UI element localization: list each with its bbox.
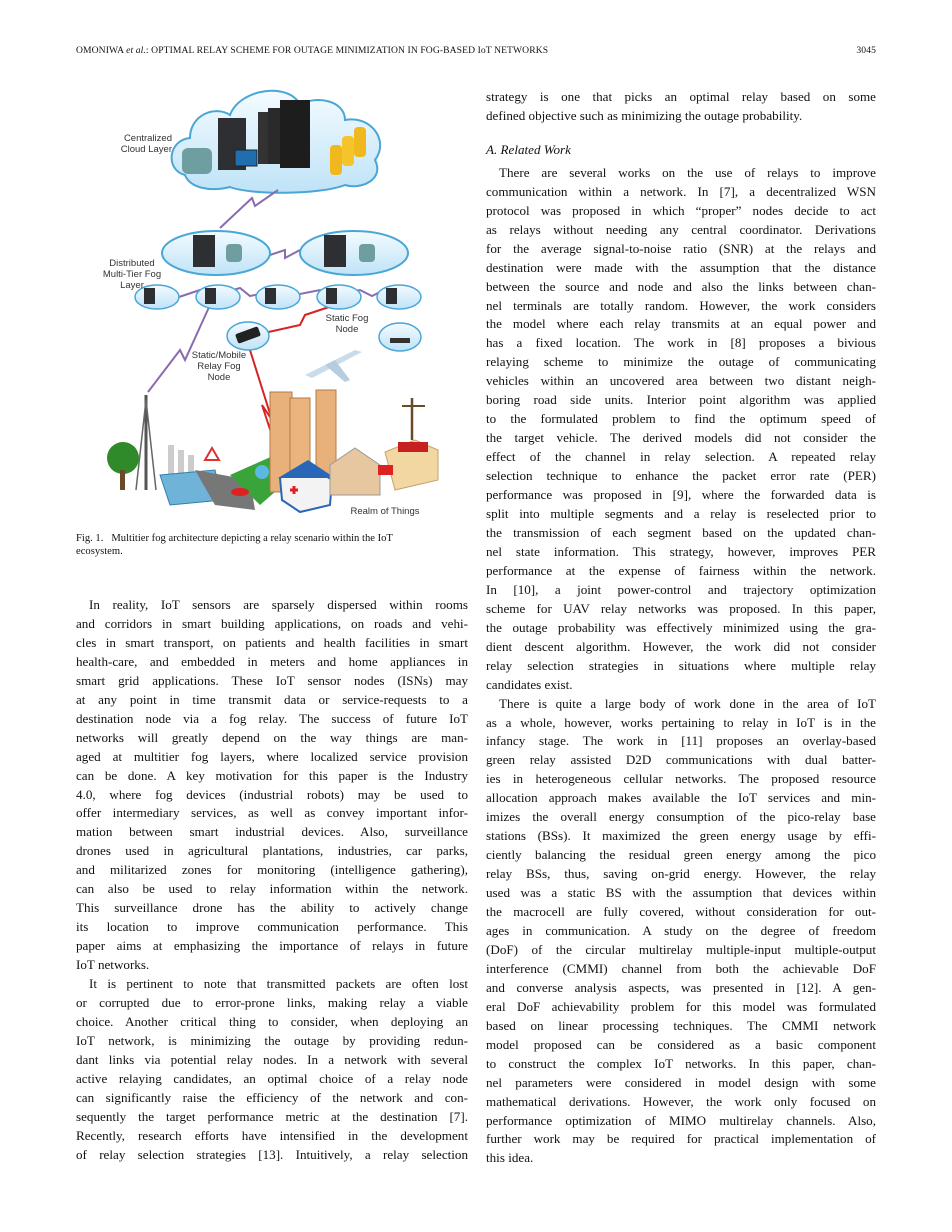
text-line: This surveillance drone has the ability to actively change: [76, 900, 468, 916]
text-line: drones used in agricultural plantations, industries, car parks,: [76, 843, 468, 859]
wireless-link-icon: [148, 305, 210, 392]
text-line: mation between smart industrial devices. Also, surveillance: [76, 824, 468, 840]
text-line: split into multiple segments and a relay is reselected prior to: [486, 506, 876, 522]
text-line: dient descent algorithm. However, the work did not consider: [486, 638, 876, 654]
text-line: as relays without needing any central coordinator. Derivations: [486, 221, 876, 237]
text-line: or corrupted due to error-prone links, making relay a viable: [76, 995, 468, 1011]
label-cloud-1: Centralized: [123, 133, 172, 144]
label-static-1: Static Fog: [325, 313, 369, 324]
text-line: destination node via a fog relay. The success of future IoT: [76, 710, 468, 726]
text-line: its location to improve communication performance. This: [76, 919, 468, 935]
text-line: of relay selection strategies [13]. Intuitively, a relay selection: [76, 1146, 468, 1162]
header-title: : OPTIMAL RELAY SCHEME FOR OUTAGE MINIMIZATION IN FOG-BASED IoT NETWORKS: [145, 45, 549, 56]
text-line: relay BSs, thus, saving on-grid energy. However, the relay: [486, 866, 876, 882]
text-line: and militarized zones for monitoring (intelligence gathering),: [76, 862, 468, 878]
text-line: offer intermediary services, as well as convey important infor-: [76, 805, 468, 821]
running-header: [76, 45, 876, 56]
paragraph: [486, 164, 876, 695]
text-line: performance at the expense of fairness within the network.: [486, 562, 876, 578]
text-line: There are several works on the use of relays to improve: [499, 164, 876, 180]
text-line: aged at multitier fog layers, where localized service provision: [76, 748, 468, 764]
drone-plane-icon: [305, 350, 362, 382]
text-line: boring road side units. Interior point algorithm was applied: [486, 392, 876, 408]
text-line: communication within a network. In [7], a decentralized WSN: [486, 183, 876, 199]
text-line: scheme for UAV relay networks was proposed. In this paper,: [486, 600, 876, 616]
text-line: nel parameters were considered in model design with some: [486, 1074, 876, 1090]
text-line: stations (BSs). It maximized the green energy usage by effi-: [486, 828, 876, 844]
text-line: There is quite a large body of work done in the area of IoT: [499, 695, 876, 711]
text-line: can significantly raise the efficiency of the network and con-: [76, 1089, 468, 1105]
text-line: performance optimization of MIMO multirelay channels. Also,: [486, 1112, 876, 1128]
caption-text: Multitier fog architecture depicting a relay scenario within the IoT: [111, 533, 393, 544]
text-line: performance was proposed in [9], where the forwarded data is: [486, 487, 876, 503]
text-line: Recently, research efforts have intensified in the development: [76, 1127, 468, 1143]
text-line: can be done. A key motivation for this paper is the Industry: [76, 767, 468, 783]
text-line: this idea.: [486, 1150, 534, 1166]
text-line: It is pertinent to note that transmitted packets are often lost: [89, 976, 468, 992]
text-line: effect of the channel in relay selection. A repeated relay: [486, 449, 876, 465]
text-line: between the source and node and also the links between chan-: [486, 278, 876, 294]
text-line: model proposed can be considered as a basic component: [486, 1036, 876, 1052]
left-column: [76, 596, 468, 1165]
text-line: (DoF) of the circular multirelay multiple-input multiple-output: [486, 941, 876, 957]
label-cloud-2: Cloud Layer: [120, 144, 172, 155]
right-column: [486, 88, 876, 1168]
text-line: to construct the complex IoT networks. In this paper, chan-: [486, 1055, 876, 1071]
text-line: destination were made with the assumption that the distance: [486, 259, 876, 275]
text-line: vehicles within an uncovered area between two distant neigh-: [486, 373, 876, 389]
text-line: can also be used to relay information within the network.: [76, 881, 468, 897]
text-line: candidates exist.: [486, 676, 573, 692]
figure-1: [96, 78, 446, 526]
text-line: relay selection strategies in situations where multiple relay: [486, 657, 876, 673]
iot-city-illustration: [107, 390, 438, 512]
text-line: green relay assisted D2D communications with dual batter-: [486, 752, 876, 768]
label-realm: Realm of Things: [350, 506, 420, 517]
text-line: ciently balancing the residual green energy among the pico: [486, 847, 876, 863]
label-relay-3: Node: [207, 372, 231, 383]
caption-number: Fig. 1.: [76, 533, 104, 544]
text-line: nel state information. This strategy, however, improves PER: [486, 543, 876, 559]
text-line: defined objective such as minimizing the outage probability.: [486, 107, 803, 123]
text-line: sequently the target performance metric at the destination [7].: [76, 1108, 468, 1124]
text-line: selection technique to enhance the packet error rate (PER): [486, 468, 876, 484]
text-line: IoT network, is minimizing the outage by providing redun-: [76, 1032, 468, 1048]
text-line: relaying scheme to minimize the outage of communicating: [486, 354, 876, 370]
label-relay-1: Static/Mobile: [191, 350, 247, 361]
text-line: has a fixed location. The work in [8] proposes a bivious: [486, 335, 876, 351]
text-line: strategy is one that picks an optimal relay based on some: [486, 89, 876, 104]
text-line: eral DoF achievability problem for this model was formulated: [486, 998, 876, 1014]
paragraph: [486, 88, 876, 126]
page-number: 3045: [856, 45, 876, 56]
text-line: and converse analysis aspects, was presented in [12]. A gen-: [486, 979, 876, 995]
text-line: infancy stage. The work in [11] proposes an overlay-based: [486, 733, 876, 749]
text-line: to the formulated problem to find the optimum speed of: [486, 411, 876, 427]
text-line: networks will greatly depend on the way things are man-: [76, 729, 468, 745]
text-line: the macrocell are fully covered, without consideration for out-: [486, 904, 876, 920]
header-author: OMONIWA: [76, 45, 124, 56]
text-line: In reality, IoT sensors are sparsely dispersed within rooms: [89, 597, 468, 612]
text-line: 4.0, where fog devices (industrial robots) may be used to: [76, 786, 468, 802]
label-static-2: Node: [335, 324, 359, 335]
text-line: based on linear processing techniques. The CMMI network: [486, 1017, 876, 1033]
text-line: paper aims at emphasizing the importance of relays in future: [76, 938, 468, 954]
text-line: the transmission of each segment based on the updated chan-: [486, 524, 876, 540]
text-line: ages in communication. A study on the degree of freedom: [486, 922, 876, 938]
text-line: active relaying candidates, an optimal choice of a relay node: [76, 1070, 468, 1086]
text-line: smart grid applications. These IoT sensor nodes (ISNs) may: [76, 672, 468, 688]
paragraph: [76, 596, 468, 975]
text-line: interference (CMMI) channel from both the achievable DoF: [486, 960, 876, 976]
text-line: ies in heterogeneous cellular networks. The proposed resource: [486, 771, 876, 787]
text-line: the model where each relay transmits at an equal power and: [486, 316, 876, 332]
text-line: and corridors in smart building applications, on roads and vehi-: [76, 615, 468, 631]
fog-architecture-illustration: [96, 78, 446, 526]
text-line: protocol was proposed in which “proper” nodes decide to act: [486, 202, 876, 218]
text-line: the outage probability was effectively minimized using the gra-: [486, 619, 876, 635]
figure-caption: [76, 532, 468, 558]
label-fog-1: Distributed: [109, 258, 155, 269]
text-line: mathematical derivations. However, the work only focused on: [486, 1093, 876, 1109]
text-line: used was a static BS with the assumption that devices within: [486, 885, 876, 901]
text-line: at any point in time transmit data or service-requests to a: [76, 691, 468, 707]
wireless-link-icon: [220, 190, 278, 228]
text-line: health-care, and embedded in meters and home appliances in: [76, 653, 468, 669]
text-line: the target vehicle. The derived models did not consider the: [486, 430, 876, 446]
header-etal: et al.: [126, 45, 146, 56]
text-line: nel terminals are totally random. However, the work considers: [486, 297, 876, 313]
section-heading: A. Related Work: [486, 141, 571, 157]
caption-text-2: ecosystem.: [76, 546, 123, 557]
cloud-layer-icon: [172, 91, 381, 193]
text-line: cles in smart transport, on patients and health facilities in smart: [76, 634, 468, 650]
text-line: dant links via potential relay nodes. In a network with several: [76, 1051, 468, 1067]
text-line: imizes the overall energy consumption of the pico-relay base: [486, 809, 876, 825]
text-line: further work may be required for practical implementation of: [486, 1131, 876, 1147]
text-line: as a whole, however, works pertaining to relay in IoT is in the: [486, 714, 876, 730]
text-line: for the average signal-to-noise ratio (SNR) at the relays and: [486, 240, 876, 256]
fog-node-icons: [135, 285, 421, 351]
paragraph: [486, 695, 876, 1169]
text-line: choice. Another critical thing to consider, when deploying an: [76, 1013, 468, 1029]
text-line: allocation approach makes available the IoT services and min-: [486, 790, 876, 806]
label-fog-2: Multi-Tier Fog: [102, 269, 162, 280]
text-line: IoT networks.: [76, 957, 150, 973]
wireless-link-icon: [270, 250, 300, 258]
paragraph: [76, 975, 468, 1165]
label-fog-3: Layer: [120, 280, 144, 291]
label-relay-2: Relay Fog: [197, 361, 241, 372]
text-line: In [10], a joint power-control and trajectory optimization: [486, 581, 876, 597]
